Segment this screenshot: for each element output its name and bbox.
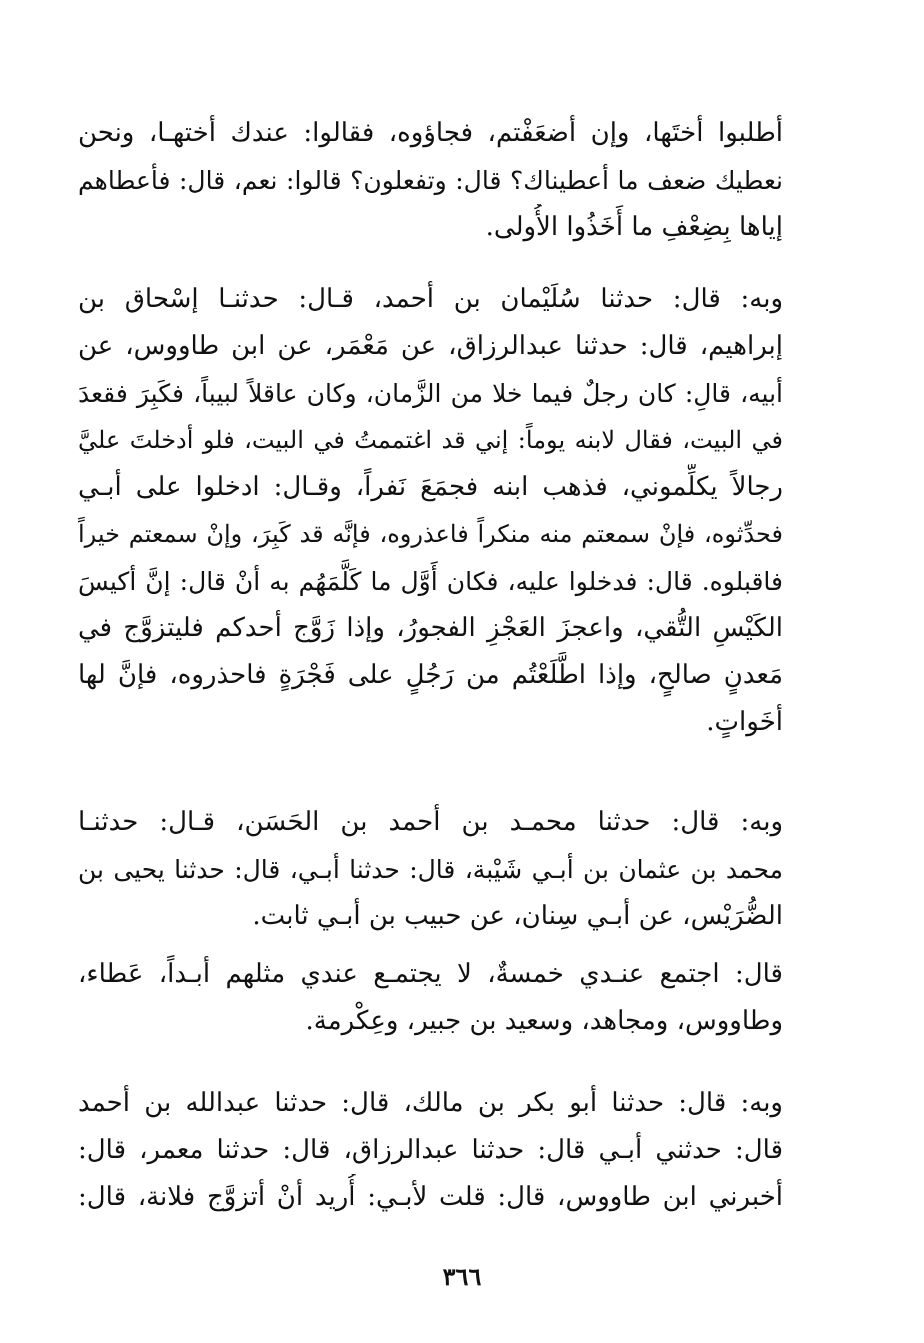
text-line: وطاووس، ومجاهد، وسعيد بن جبير، وعِكْرمة.: [305, 1006, 783, 1036]
text-line: في البيت، فقال لابنه يوماً: إني قد اغتممتُ في البيت، فلو أدخلتَ عليَّ: [78, 426, 783, 454]
text-line: أخبرني ابن طاووس، قال: قلت لأبـي: أُريد أنْ أتزوَّج فلانة، قال:: [78, 1182, 783, 1212]
text-line: أطلبوا أختَها، وإن أضعَفْتم، فجاؤوه، فقالوا: عندك أختهـا، ونحن: [78, 118, 783, 148]
text-line: فاقبلوه. قال: فدخلوا عليه، فكان أَوَّل ما كَلَّمَهُم به أنْ قال: إنَّ أكيسَ: [78, 567, 783, 596]
paragraph-1: [78, 110, 783, 251]
paragraph-3: [78, 799, 783, 940]
paragraph-4: [78, 951, 783, 1045]
text-line: محمد بن عثمان بن أبـي شَيْبة، قال: حدثنا أبـي، قال: حدثنا يحيى بن: [78, 855, 783, 884]
text-line: إياها بِضِعْفِ ما أَخَذُوا الأُولى.: [485, 212, 783, 242]
text-line: إبراهيم، قال: حدثنا عبدالرزاق، عن مَعْمَر، عن ابن طاووس، عن: [78, 331, 783, 361]
text-line: أبيه، قالِ: كان رجلٌ فيما خلا من الزَّمان، وكان عاقلاً لبيباً، فكَبِرَ فقعدَ: [78, 379, 783, 408]
text-line: مَعدنٍ صالحٍ، وإذا اطَّلَعْتُم من رَجُلٍ على فَجْرَةٍ فاحذروه، فإنَّ لها: [78, 660, 783, 690]
text-line: رجالاً يكلِّموني، فذهب ابنه فجمَعَ نَفراً، وقـال: ادخلوا على أبـي: [78, 472, 783, 502]
text-line: أخَواتٍ.: [706, 707, 783, 737]
text-line: وبه: قال: حدثنا سُلَيْمان بن أحمد، قـال: حدثنـا إسْحاق بن: [78, 284, 783, 314]
text-line: وبه: قال: حدثنا محمـد بن أحمد بن الحَسَن، قـال: حدثنـا: [78, 807, 783, 837]
paragraph-2: [78, 276, 783, 746]
text-line: قال: حدثني أبـي قال: حدثنا عبدالرزاق، قال: حدثنا معمر، قال:: [78, 1135, 783, 1165]
text-line: وبه: قال: حدثنا أبو بكر بن مالك، قال: حدثنا عبدالله بن أحمد: [78, 1088, 783, 1118]
text-line: نعطيك ضعف ما أعطيناك؟ قال: وتفعلون؟ قالوا: نعم، قال: فأعطاهم: [78, 166, 783, 195]
text-line: فحدِّثوه، فإنْ سمعتم منه منكراً فاعذروه، فإنَّه قد كَبِرَ، وإنْ سمعتم خيراً: [78, 520, 783, 548]
text-line: قال: اجتمع عنـدي خمسةٌ، لا يجتمـع عندي مثلهم أبـداً، عَطاء،: [78, 959, 783, 989]
text-line: الكَيْسِ التُّقي، واعجزَ العَجْزِ الفجورُ، وإذا زَوَّج أحدكم فليتزوَّج في: [78, 613, 783, 643]
page-number: ٣٦٦: [442, 1262, 482, 1291]
paragraph-5: [78, 1080, 783, 1221]
text-line: الضُّرَيْس، عن أبـي سِنان، عن حبيب بن أبـي ثابت.: [252, 901, 783, 931]
